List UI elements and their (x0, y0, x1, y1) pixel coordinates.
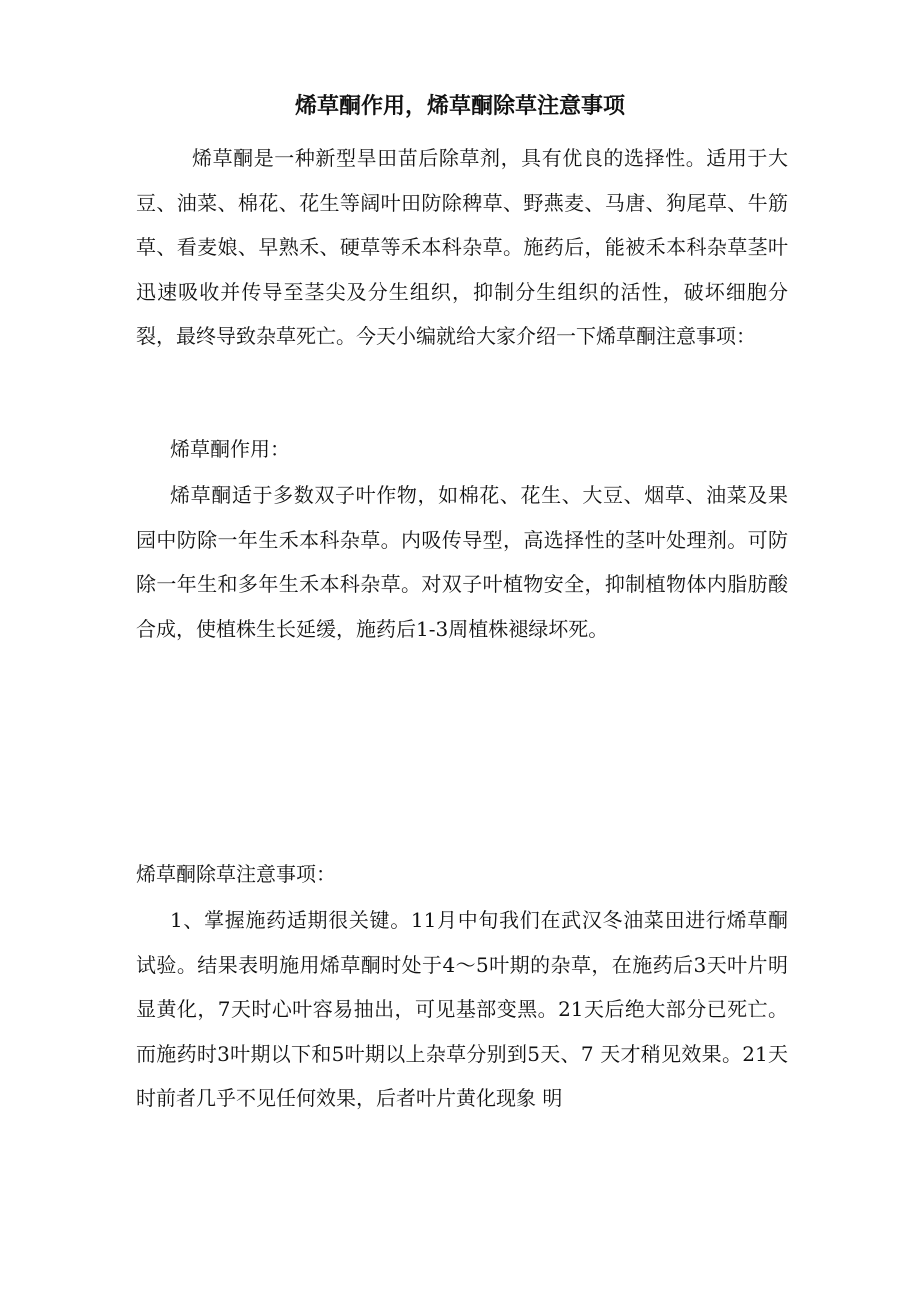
note-paragraph-1: 1、掌握施药适期很关键。11月中旬我们在武汉冬油菜田进行烯草酮试验。结果表明施用烯草酮时处于4〜5叶期的杂草，在施药后3天叶片明显黄化，7天时心叶容易抽出，可见基部变黑。21天后绝大部分已死亡。而施药时3叶期以下和5叶期以上杂草分别到5天、7 天才稍见效果。21天时前者几乎不见任何效果，后者叶片黄化现象 明 (136, 908, 788, 1111)
intro-paragraph: 烯草酮是一种新型旱田苗后除草剂，具有优良的选择性。适用于大豆、油菜、棉花、花生等阔叶田防除稗草、野燕麦、马唐、狗尾草、牛筋草、看麦娘、早熟禾、硬草等禾本科杂草。施药后，能被禾本科杂草茎叶迅速吸收并传导至茎尖及分生组织，抑制分生组织的活性，破坏细胞分裂，最终导致杂草死亡。今天小编就给大家介绍一下烯草酮注意事项： (136, 146, 788, 349)
usage-heading: 烯草酮作用： (170, 437, 290, 461)
usage-paragraph: 烯草酮适于多数双子叶作物，如棉花、花生、大豆、烟草、油菜及果园中防除一年生禾本科杂草。内吸传导型，高选择性的茎叶处理剂。可防除一年生和多年生禾本科杂草。对双子叶植物安全，抑制植物体内脂肪酸合成，使植株生长延缓，施药后1-3周植株褪绿坏死。 (136, 483, 788, 641)
notes-heading: 烯草酮除草注意事项： (136, 862, 336, 886)
document-title: 烯草酮作用，烯草酮除草注意事项 (294, 93, 625, 119)
